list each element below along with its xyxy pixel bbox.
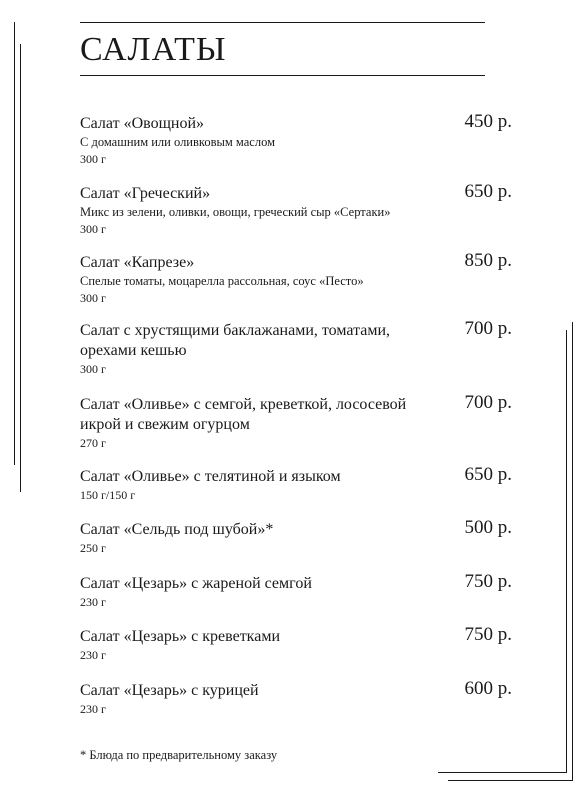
top-rule xyxy=(80,22,485,23)
item-weight: 270 г xyxy=(80,436,106,450)
menu-item xyxy=(80,181,512,237)
footnote: * Блюда по предварительному заказу xyxy=(80,748,278,762)
title-underline xyxy=(80,75,485,76)
item-name: Салат «Оливье» с телятиной и языком xyxy=(80,468,341,485)
item-weight: 230 г xyxy=(80,595,106,609)
item-weight: 300 г xyxy=(80,222,106,236)
item-description: Микс из зелени, оливки, овощи, греческий сыр «Сертаки» xyxy=(80,205,391,219)
menu-item xyxy=(80,517,512,556)
item-weight: 230 г xyxy=(80,648,106,662)
item-price: 850 р. xyxy=(464,250,512,271)
item-price: 700 р. xyxy=(464,392,512,413)
item-weight: 150 г/150 г xyxy=(80,488,136,502)
left-frame-line-inner xyxy=(20,44,21,492)
right-frame-line-outer xyxy=(572,322,573,780)
item-name: Салат «Овощной» xyxy=(80,115,205,132)
item-price: 700 р. xyxy=(464,318,512,339)
item-price: 650 р. xyxy=(464,181,512,202)
item-weight: 300 г xyxy=(80,152,106,166)
menu-item xyxy=(80,464,512,503)
left-frame-line-outer xyxy=(14,22,15,465)
item-weight: 300 г xyxy=(80,291,106,305)
menu-item xyxy=(80,678,512,717)
item-name: Салат «Цезарь» с курицей xyxy=(80,682,259,699)
item-name: Салат «Оливье» с семгой, креветкой, лососевой икрой и свежим огурцом xyxy=(80,396,407,433)
item-price: 750 р. xyxy=(464,571,512,592)
item-name: Салат с хрустящими баклажанами, томатами, орехами кешью xyxy=(80,322,391,359)
item-price: 650 р. xyxy=(464,464,512,485)
item-name: Салат «Сельдь под шубой»* xyxy=(80,521,274,538)
item-price: 600 р. xyxy=(464,678,512,699)
item-description: С домашним или оливковым маслом xyxy=(80,135,276,149)
menu-item xyxy=(80,318,512,377)
item-price: 450 р. xyxy=(464,111,512,132)
page-title: САЛАТЫ xyxy=(80,31,227,68)
menu-item xyxy=(80,571,512,610)
item-price: 500 р. xyxy=(464,517,512,538)
bottom-frame-line-inner xyxy=(438,772,567,773)
item-weight: 300 г xyxy=(80,362,106,376)
menu-item xyxy=(80,392,512,451)
item-name: Салат «Цезарь» с креветками xyxy=(80,628,280,645)
item-name: Салат «Цезарь» с жареной семгой xyxy=(80,575,312,592)
bottom-frame-line-outer xyxy=(448,780,573,781)
menu-item xyxy=(80,250,512,306)
item-weight: 250 г xyxy=(80,541,106,555)
item-weight: 230 г xyxy=(80,702,106,716)
item-description: Спелые томаты, моцарелла рассольная, соус «Песто» xyxy=(80,274,364,288)
menu-item xyxy=(80,624,512,663)
item-name: Салат «Греческий» xyxy=(80,185,211,202)
right-frame-line-inner xyxy=(566,330,567,772)
item-price: 750 р. xyxy=(464,624,512,645)
menu-item xyxy=(80,111,512,167)
item-name: Салат «Капрезе» xyxy=(80,254,195,271)
